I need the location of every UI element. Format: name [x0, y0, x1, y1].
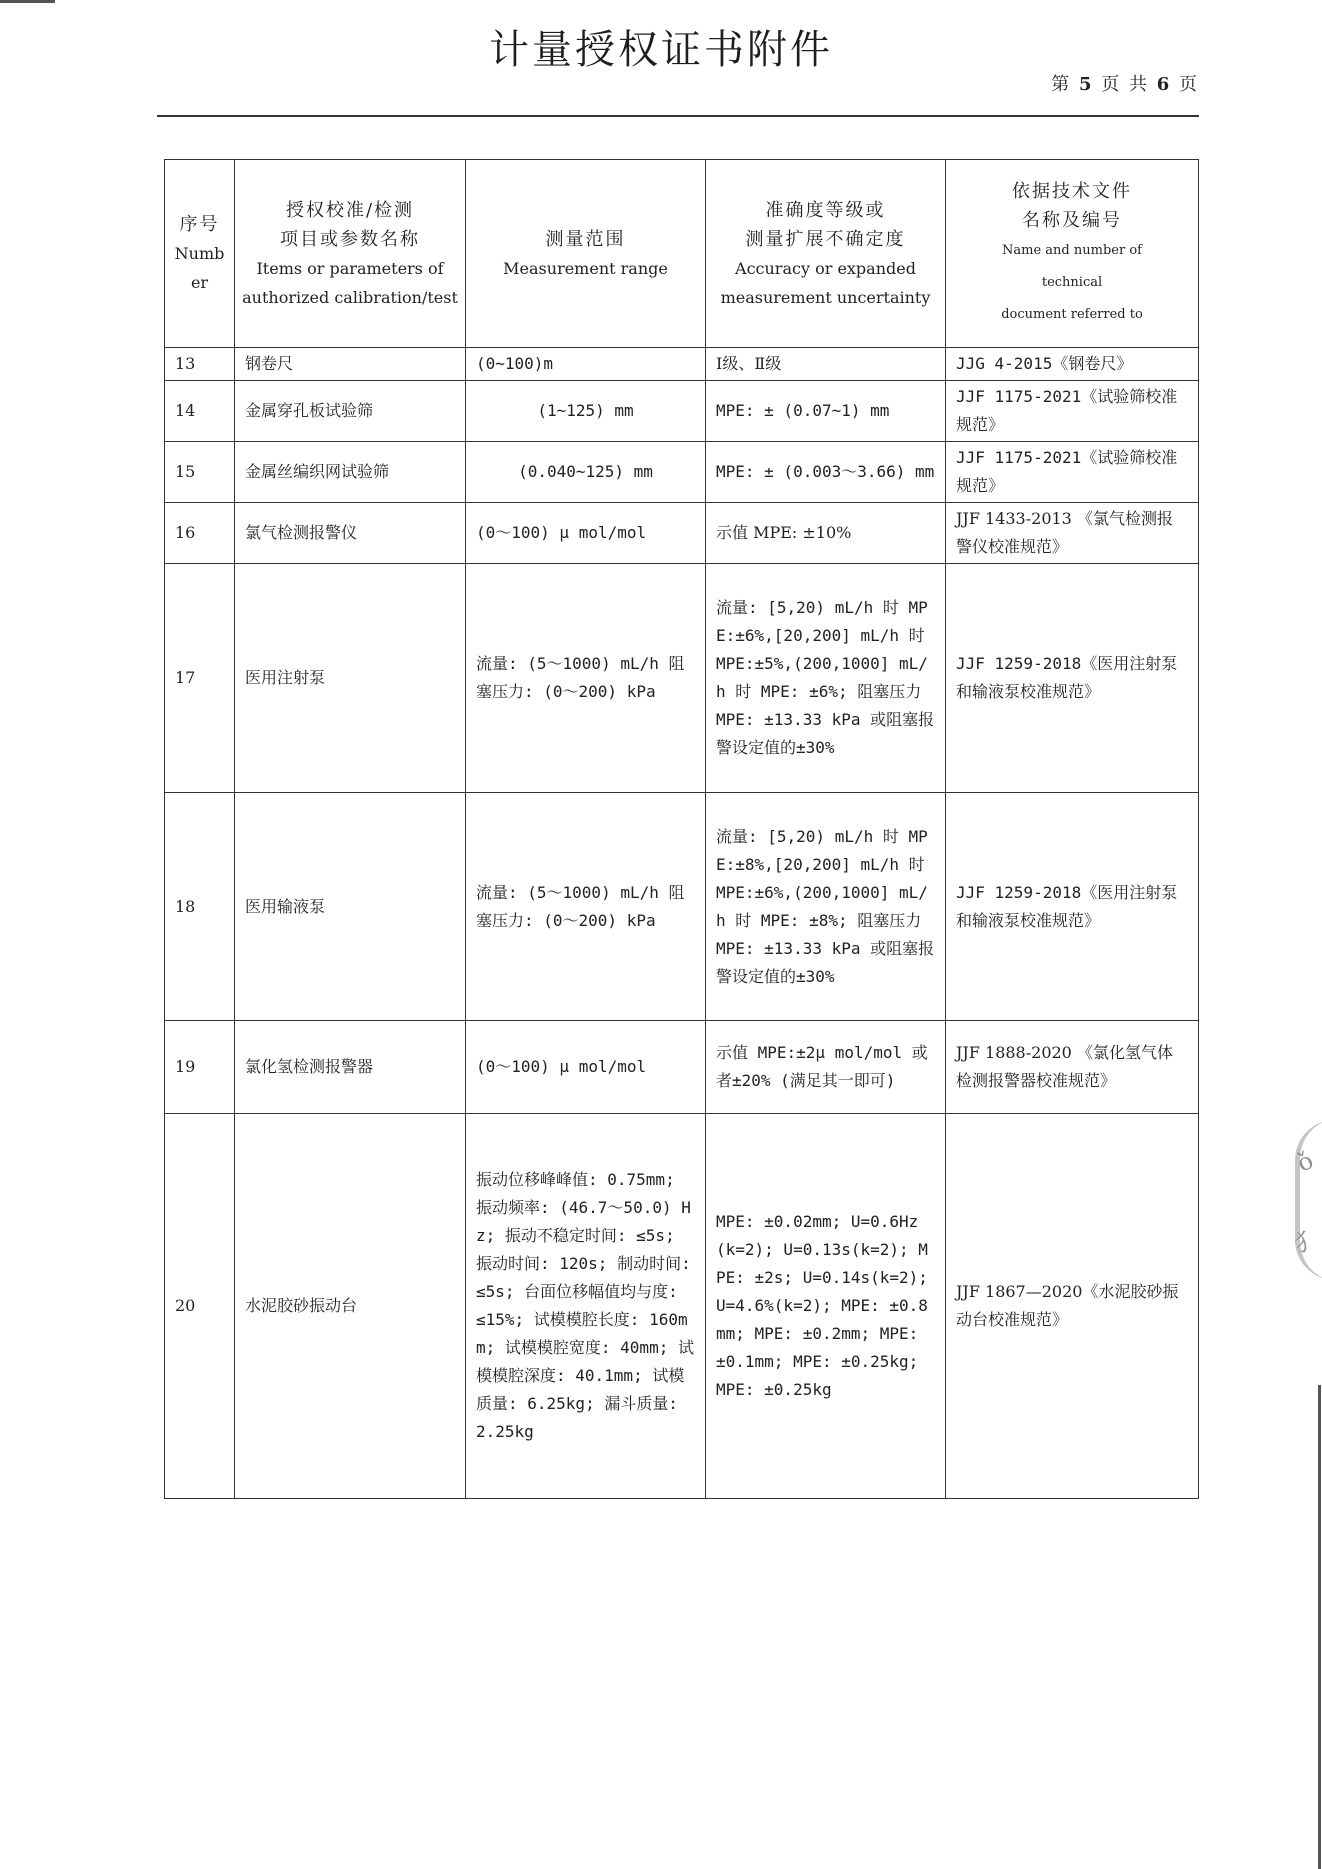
- table-row: [165, 1114, 1199, 1499]
- table-row: [165, 793, 1199, 1021]
- row-accuracy: MPE: ± (0.003～3.66) mm: [706, 442, 946, 503]
- row-number: 14: [165, 381, 235, 442]
- row-range: (1~125) mm: [466, 381, 706, 442]
- table-row: [165, 503, 1199, 564]
- row-document: JJF 1888-2020 《氯化氢气体检测报警器校准规范》: [946, 1021, 1199, 1114]
- col-document: 依据技术文件 名称及编号 Name and number of technical document referred to: [946, 160, 1199, 348]
- row-document: JJF 1433-2013 《氯气检测报警仪校准规范》: [946, 503, 1199, 564]
- row-accuracy: 示值 MPE:±2μ mol/mol 或者±20% (满足其一即可): [706, 1021, 946, 1114]
- row-document: JJF 1259-2018《医用注射泵和输液泵校准规范》: [946, 564, 1199, 793]
- row-number: 20: [165, 1114, 235, 1499]
- page-prefix: 第: [1051, 74, 1072, 95]
- col-number: 序号 Number: [165, 160, 235, 348]
- row-accuracy: 示值 MPE: ±10%: [706, 503, 946, 564]
- row-document: JJG 4-2015《钢卷尺》: [946, 348, 1199, 381]
- row-number: 19: [165, 1021, 235, 1114]
- row-range: (0.040~125) mm: [466, 442, 706, 503]
- scan-edge-top: [0, 0, 55, 3]
- row-range: 流量: (5～1000) mL/h 阻塞压力: (0～200) kPa: [466, 793, 706, 1021]
- row-item: 医用注射泵: [235, 564, 466, 793]
- row-range: 振动位移峰峰值: 0.75mm; 振动频率: (46.7～50.0) Hz; 振动不稳定时间: ≤5s; 振动时间: 120s; 制动时间: ≤5s; 台面位移幅值均与度: ≤15%; 试模模腔长度: 160mm; 试模模腔宽度: 40mm; 试模模腔深度: 40.1mm; 试模质量: 6.25kg; 漏斗质量: 2.25kg: [466, 1114, 706, 1499]
- row-range: (0～100) μ mol/mol: [466, 1021, 706, 1114]
- row-accuracy: MPE: ±0.02mm; U=0.6Hz(k=2); U=0.13s(k=2); MPE: ±2s; U=0.14s(k=2); U=4.6%(k=2); MPE: ±0.8mm; MPE: ±0.2mm; MPE: ±0.1mm; MPE: ±0.25kg; MPE: ±0.25kg: [706, 1114, 946, 1499]
- row-range: 流量: (5～1000) mL/h 阻塞压力: (0～200) kPa: [466, 564, 706, 793]
- row-accuracy: 流量: [5,20) mL/h 时 MPE:±8%,[20,200] mL/h 时 MPE:±6%,(200,1000] mL/h 时 MPE: ±8%; 阻塞压力 MPE: ±13.33 kPa 或阻塞报警设定值的±30%: [706, 793, 946, 1021]
- row-number: 17: [165, 564, 235, 793]
- row-item: 金属丝编织网试验筛: [235, 442, 466, 503]
- row-accuracy: 流量: [5,20) mL/h 时 MPE:±6%,[20,200] mL/h 时 MPE:±5%,(200,1000] mL/h 时 MPE: ±6%; 阻塞压力 MPE: ±13.33 kPa 或阻塞报警设定值的±30%: [706, 564, 946, 793]
- table-row: [165, 1021, 1199, 1114]
- seal-stamp-glyph: 犭: [1292, 1226, 1321, 1258]
- row-accuracy: MPE: ± (0.07~1) mm: [706, 381, 946, 442]
- row-number: 16: [165, 503, 235, 564]
- col-item: 授权校准/检测 项目或参数名称 Items or parameters of authorized calibration/test: [235, 160, 466, 348]
- table-row: [165, 348, 1199, 381]
- page-middle: 页 共: [1101, 74, 1149, 95]
- row-document: JJF 1175-2021《试验筛校准规范》: [946, 381, 1199, 442]
- col-accuracy: 准确度等级或 测量扩展不确定度 Accuracy or expanded measurement uncertainty: [706, 160, 946, 348]
- page-total: 6: [1156, 74, 1172, 95]
- table-header-row: [165, 160, 1199, 348]
- row-item: 钢卷尺: [235, 348, 466, 381]
- row-document: JJF 1175-2021《试验筛校准规范》: [946, 442, 1199, 503]
- table-row: [165, 442, 1199, 503]
- row-item: 水泥胶砂振动台: [235, 1114, 466, 1499]
- row-range: (0～100) μ mol/mol: [466, 503, 706, 564]
- document-title: 计量授权证书附件: [489, 27, 833, 73]
- row-accuracy: Ⅰ级、Ⅱ级: [706, 348, 946, 381]
- scan-edge-right: [1318, 1385, 1321, 1869]
- row-item: 氯化氢检测报警器: [235, 1021, 466, 1114]
- authorization-table: [164, 159, 1199, 1499]
- row-document: JJF 1867—2020《水泥胶砂振动台校准规范》: [946, 1114, 1199, 1499]
- page-suffix: 页: [1179, 74, 1199, 95]
- row-item: 金属穿孔板试验筛: [235, 381, 466, 442]
- page-current: 5: [1079, 74, 1094, 95]
- row-range: (0~100)m: [466, 348, 706, 381]
- row-number: 15: [165, 442, 235, 503]
- row-document: JJF 1259-2018《医用注射泵和输液泵校准规范》: [946, 793, 1199, 1021]
- col-range: 测量范围 Measurement range: [466, 160, 706, 348]
- seal-stamp-glyph: ǒ: [1292, 1146, 1318, 1178]
- row-number: 13: [165, 348, 235, 381]
- header-rule: [157, 115, 1199, 117]
- row-item: 氯气检测报警仪: [235, 503, 466, 564]
- row-item: 医用输液泵: [235, 793, 466, 1021]
- page-number: [1051, 70, 1199, 96]
- table-row: [165, 381, 1199, 442]
- table-row: [165, 564, 1199, 793]
- row-number: 18: [165, 793, 235, 1021]
